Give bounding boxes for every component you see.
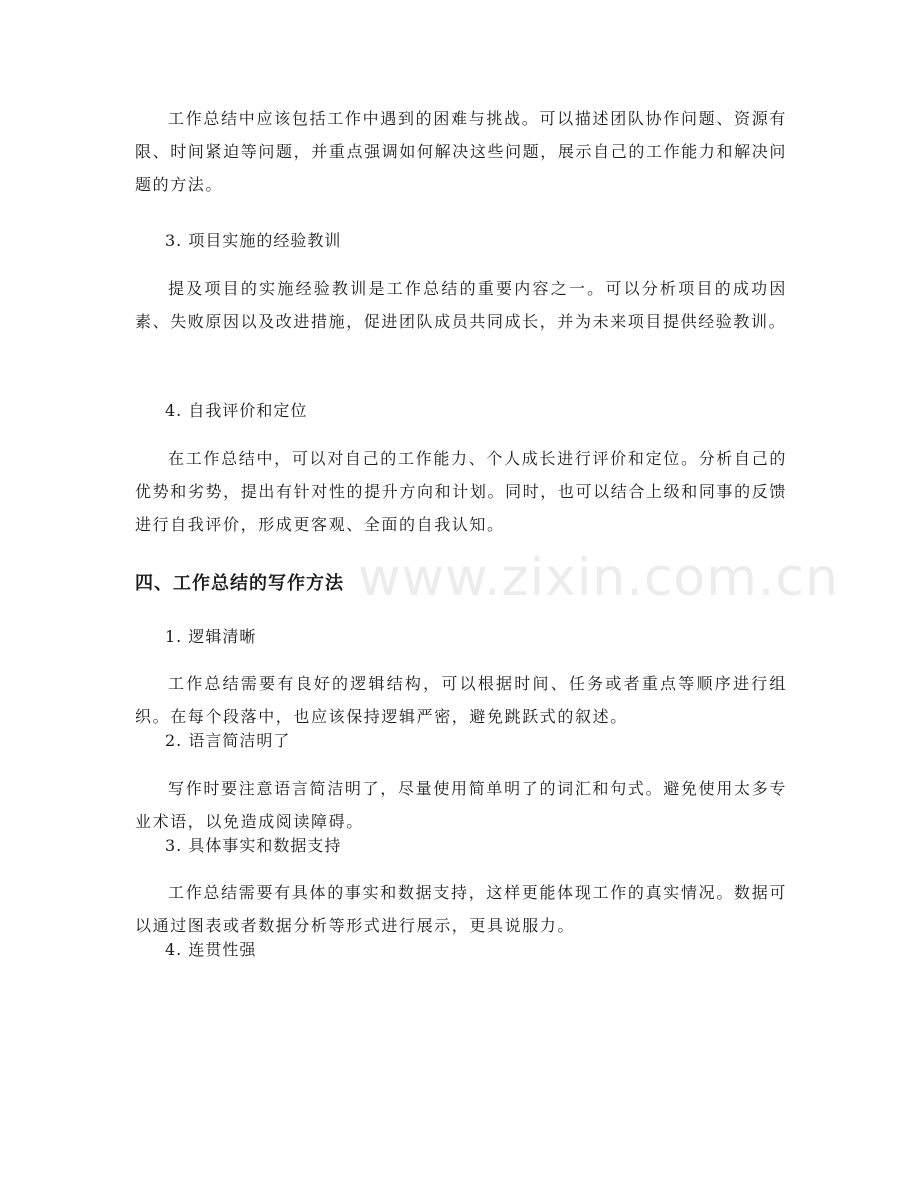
watermark: www.zixin.com.cn: [358, 548, 839, 608]
subheading-text: 4. 自我评价和定位: [165, 401, 308, 420]
paragraph-text: 工作总结中应该包括工作中遇到的困难与挑战。可以描述团队协作问题、资源有限、时间紧迫等问题，并重点强调如何解决这些问题，展示自己的工作能力和解决问题的方法。: [135, 109, 787, 194]
paragraph-text: 在工作总结中，可以对自己的工作能力、个人成长进行评价和定位。分析自己的优势和劣势，提出有针对性的提升方向和计划。同时，也可以结合上级和同事的反馈进行自我评价，形成更客观、全面的自我认知。: [135, 449, 787, 534]
paragraph-self-evaluation: [135, 442, 787, 541]
paragraph-project-lessons: [135, 272, 787, 338]
subheading-text: 1. 逻辑清晰: [165, 627, 257, 646]
subheading-project-lessons: [135, 229, 787, 253]
section-heading-text: 四、工作总结的写作方法: [135, 573, 344, 594]
subheading-concise-language: [135, 729, 787, 753]
subheading-logic: [135, 625, 787, 649]
paragraph-facts-data: [135, 876, 787, 942]
paragraph-challenges: [135, 102, 787, 201]
subheading-coherence: [135, 938, 787, 962]
section-heading-writing-methods: [135, 570, 787, 598]
paragraph-concise-language: [135, 772, 787, 838]
paragraph-text: 工作总结需要有具体的事实和数据支持，这样更能体现工作的真实情况。数据可以通过图表或者数据分析等形式进行展示，更具说服力。: [135, 883, 787, 935]
subheading-self-evaluation: [135, 399, 787, 423]
paragraph-text: 工作总结需要有良好的逻辑结构，可以根据时间、任务或者重点等顺序进行组织。在每个段落中，也应该保持逻辑严密，避免跳跃式的叙述。: [135, 674, 787, 726]
paragraph-logic: [135, 667, 787, 733]
subheading-text: 3. 项目实施的经验教训: [165, 231, 342, 250]
subheading-text: 3. 具体事实和数据支持: [165, 836, 342, 855]
paragraph-text: 写作时要注意语言简洁明了，尽量使用简单明了的词汇和句式。避免使用太多专业术语，以免造成阅读障碍。: [135, 779, 787, 831]
subheading-text: 2. 语言简洁明了: [165, 731, 291, 750]
subheading-facts-data: [135, 834, 787, 858]
subheading-text: 4. 连贯性强: [165, 940, 257, 959]
paragraph-text: 提及项目的实施经验教训是工作总结的重要内容之一。可以分析项目的成功因素、失败原因以及改进措施，促进团队成员共同成长，并为未来项目提供经验教训。: [135, 279, 787, 331]
